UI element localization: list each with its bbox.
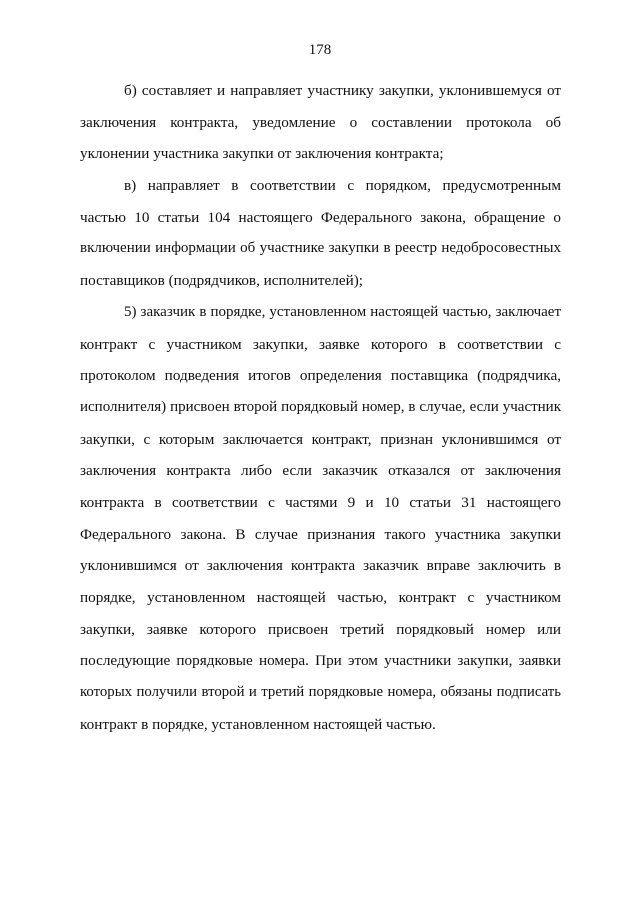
text-line: протоколом подведения итогов определения поставщика (подрядчика, [80,367,561,385]
text-line: контракта в соответствии с частями 9 и 10 статьи 31 настоящего [80,493,561,511]
text-line: уклонении участника закупки от заключения контракта; [80,145,444,163]
text-line: 5) заказчик в порядке, установленном настоящей частью, заключает [124,303,561,320]
document-body [80,75,561,740]
text-line: б) составляет и направляет участнику закупки, уклонившемуся от [124,82,561,99]
paragraph-5 [80,297,561,741]
text-line: частью 10 статьи 104 настоящего Федерального закона, обращение о [80,208,561,226]
text-line: включении информации об участнике закупки в реестр недобросовестных [80,240,561,257]
paragraph-v [80,170,561,297]
text-line: заключения контракта, уведомление о составлении протокола об [80,113,561,131]
text-line: поставщиков (подрядчиков, исполнителей); [80,272,363,290]
text-line: исполнителя) присвоен второй порядковый номер, в случае, если участник [80,398,561,415]
text-line: Федерального закона. В случае признания такого участника закупки [80,525,561,543]
text-line: порядке, установленном настоящей частью, контракт с участником [80,589,561,606]
text-line: контракт с участником закупки, заявке которого в соответствии с [80,335,561,353]
text-line: которых получили второй и третий порядковые номера, обязаны подписать [80,684,561,701]
text-line: уклонившимся от заключения контракта заказчик вправе заключить в [80,557,561,575]
text-line: заключения контракта либо если заказчик отказался от заключения [80,462,561,480]
text-line: закупки, с которым заключается контракт, признан уклонившимся от [80,430,561,448]
text-line: закупки, заявке которого присвоен третий порядковый номер или [80,620,561,638]
page-number: 178 [308,42,332,58]
paragraph-b [80,75,561,170]
text-line: последующие порядковые номера. При этом участники закупки, заявки [80,652,561,670]
text-line: в) направляет в соответствии с порядком, предусмотренным [124,177,561,195]
text-line: контракт в порядке, установленном настоящей частью. [80,715,436,733]
